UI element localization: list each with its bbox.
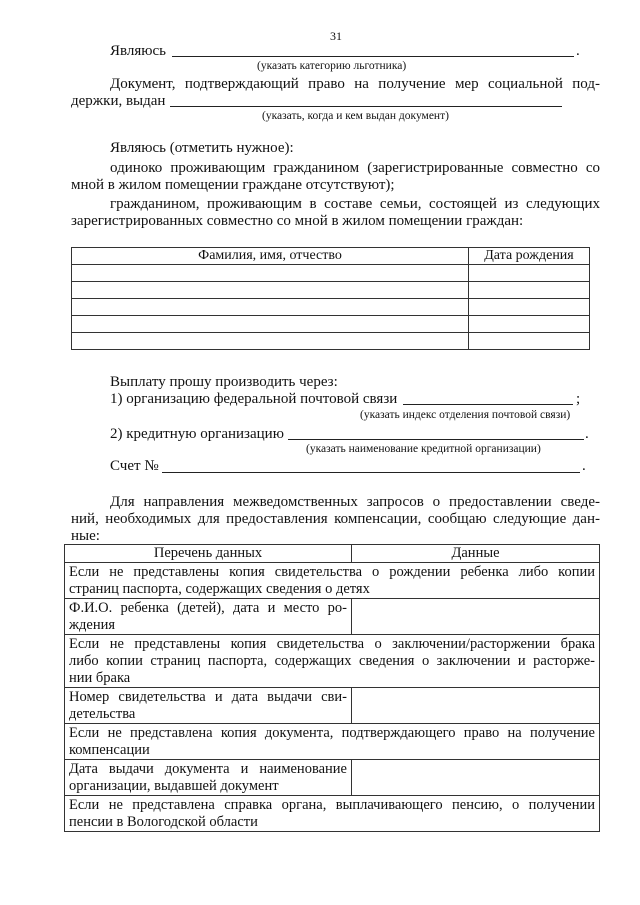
table-row: [65, 760, 600, 796]
payment-post-label: 1) организацию федеральной почтовой связи: [110, 391, 398, 407]
option-alone-line1: одиноко проживающим гражданином (зарегистрированные совместно со: [110, 160, 600, 176]
document-text-line1: Документ, подтверждающий право на получение мер социальной под-: [110, 76, 600, 92]
table-row[interactable]: [72, 282, 590, 299]
marriage-cert-condition: Если не представлены копия свидетельства о заключении/расторжении брака либо копии страниц паспорта, содержащих сведения о заключении и расторже- нии брака: [65, 635, 600, 688]
child-name-value-cell[interactable]: [352, 599, 600, 635]
dob-cell[interactable]: [469, 265, 590, 282]
payment-bank-label: 2) кредитную организацию: [110, 426, 284, 442]
child-name-label: Ф.И.О. ребенка (детей), дата и место ро- ждения: [65, 599, 352, 635]
birth-cert-condition: Если не представлены копия свидетельства о рождении ребенка либо копии страниц паспорта, содержащих сведения о детях: [65, 563, 600, 599]
table-row[interactable]: [72, 299, 590, 316]
category-field[interactable]: [172, 56, 574, 57]
table-row[interactable]: [72, 316, 590, 333]
table-header-row: [65, 545, 600, 563]
col-dob-header: Дата рождения: [469, 248, 590, 265]
fio-cell[interactable]: [72, 316, 469, 333]
table-row: [65, 635, 600, 688]
document-caption: (указать, когда и кем выдан документ): [262, 110, 449, 122]
account-end: .: [582, 458, 586, 474]
intro-line1: Для направления межведомственных запросов о предоставлении сведе-: [110, 494, 600, 510]
table-row[interactable]: [72, 265, 590, 282]
document-issued-field[interactable]: [170, 106, 562, 107]
dob-cell[interactable]: [469, 316, 590, 333]
option-family-line1: гражданином, проживающим в составе семьи, состоящей из следующих: [110, 196, 600, 212]
doc-issue-label: Дата выдачи документа и наименование организации, выдавшей документ: [65, 760, 352, 796]
col-fio-header: Фамилия, имя, отчество: [72, 248, 469, 265]
account-label: Счет №: [110, 458, 159, 474]
post-office-index-field[interactable]: [403, 404, 573, 405]
intro-line3: ные:: [71, 528, 100, 544]
table-row: [65, 599, 600, 635]
payment-bank-end: .: [585, 426, 589, 442]
cert-number-label: Номер свидетельства и дата выдачи сви- детельства: [65, 688, 352, 724]
page-number: 31: [330, 29, 342, 43]
bank-caption: (указать наименование кредитной организации): [306, 443, 541, 455]
table-row[interactable]: [72, 333, 590, 350]
fio-cell[interactable]: [72, 299, 469, 316]
table-header-row: [72, 248, 590, 265]
intro-line2: ний, необходимых для предоставления компенсации, сообщаю следующие дан-: [71, 511, 600, 527]
post-office-caption: (указать индекс отделения почтовой связи): [360, 409, 571, 421]
fio-cell[interactable]: [72, 333, 469, 350]
category-caption: (указать категорию льготника): [257, 60, 407, 72]
right-doc-condition: Если не представлена копия документа, подтверждающего право на получение компенсации: [65, 724, 600, 760]
pension-condition: Если не представлена справка органа, выплачивающего пенсию, о получении пенсии в Вологодской области: [65, 796, 600, 832]
table-row: [65, 688, 600, 724]
table-row: [65, 724, 600, 760]
doc-issue-value-cell[interactable]: [352, 760, 600, 796]
dob-cell[interactable]: [469, 333, 590, 350]
dob-cell[interactable]: [469, 282, 590, 299]
category-end: .: [576, 43, 580, 59]
category-label: Являюсь: [110, 43, 166, 59]
bank-name-field[interactable]: [288, 439, 584, 440]
option-family-line2: зарегистрированных совместно со мной в жилом помещении граждан:: [71, 213, 524, 229]
table-row: [65, 563, 600, 599]
cert-number-value-cell[interactable]: [352, 688, 600, 724]
status-heading: Являюсь (отметить нужное):: [110, 140, 294, 156]
payment-heading: Выплату прошу производить через:: [110, 374, 338, 390]
payment-post-end: ;: [576, 391, 581, 407]
account-number-field[interactable]: [162, 472, 580, 473]
col-list-header: Перечень данных: [65, 545, 352, 563]
fio-cell[interactable]: [72, 282, 469, 299]
data-table: [64, 544, 600, 832]
table-row: [65, 796, 600, 832]
document-text-line2: держки, выдан: [71, 93, 166, 109]
dob-cell[interactable]: [469, 299, 590, 316]
col-data-header: Данные: [352, 545, 600, 563]
family-table: [71, 247, 590, 350]
fio-cell[interactable]: [72, 265, 469, 282]
option-alone-line2: мной в жилом помещении граждане отсутствуют);: [71, 177, 395, 193]
